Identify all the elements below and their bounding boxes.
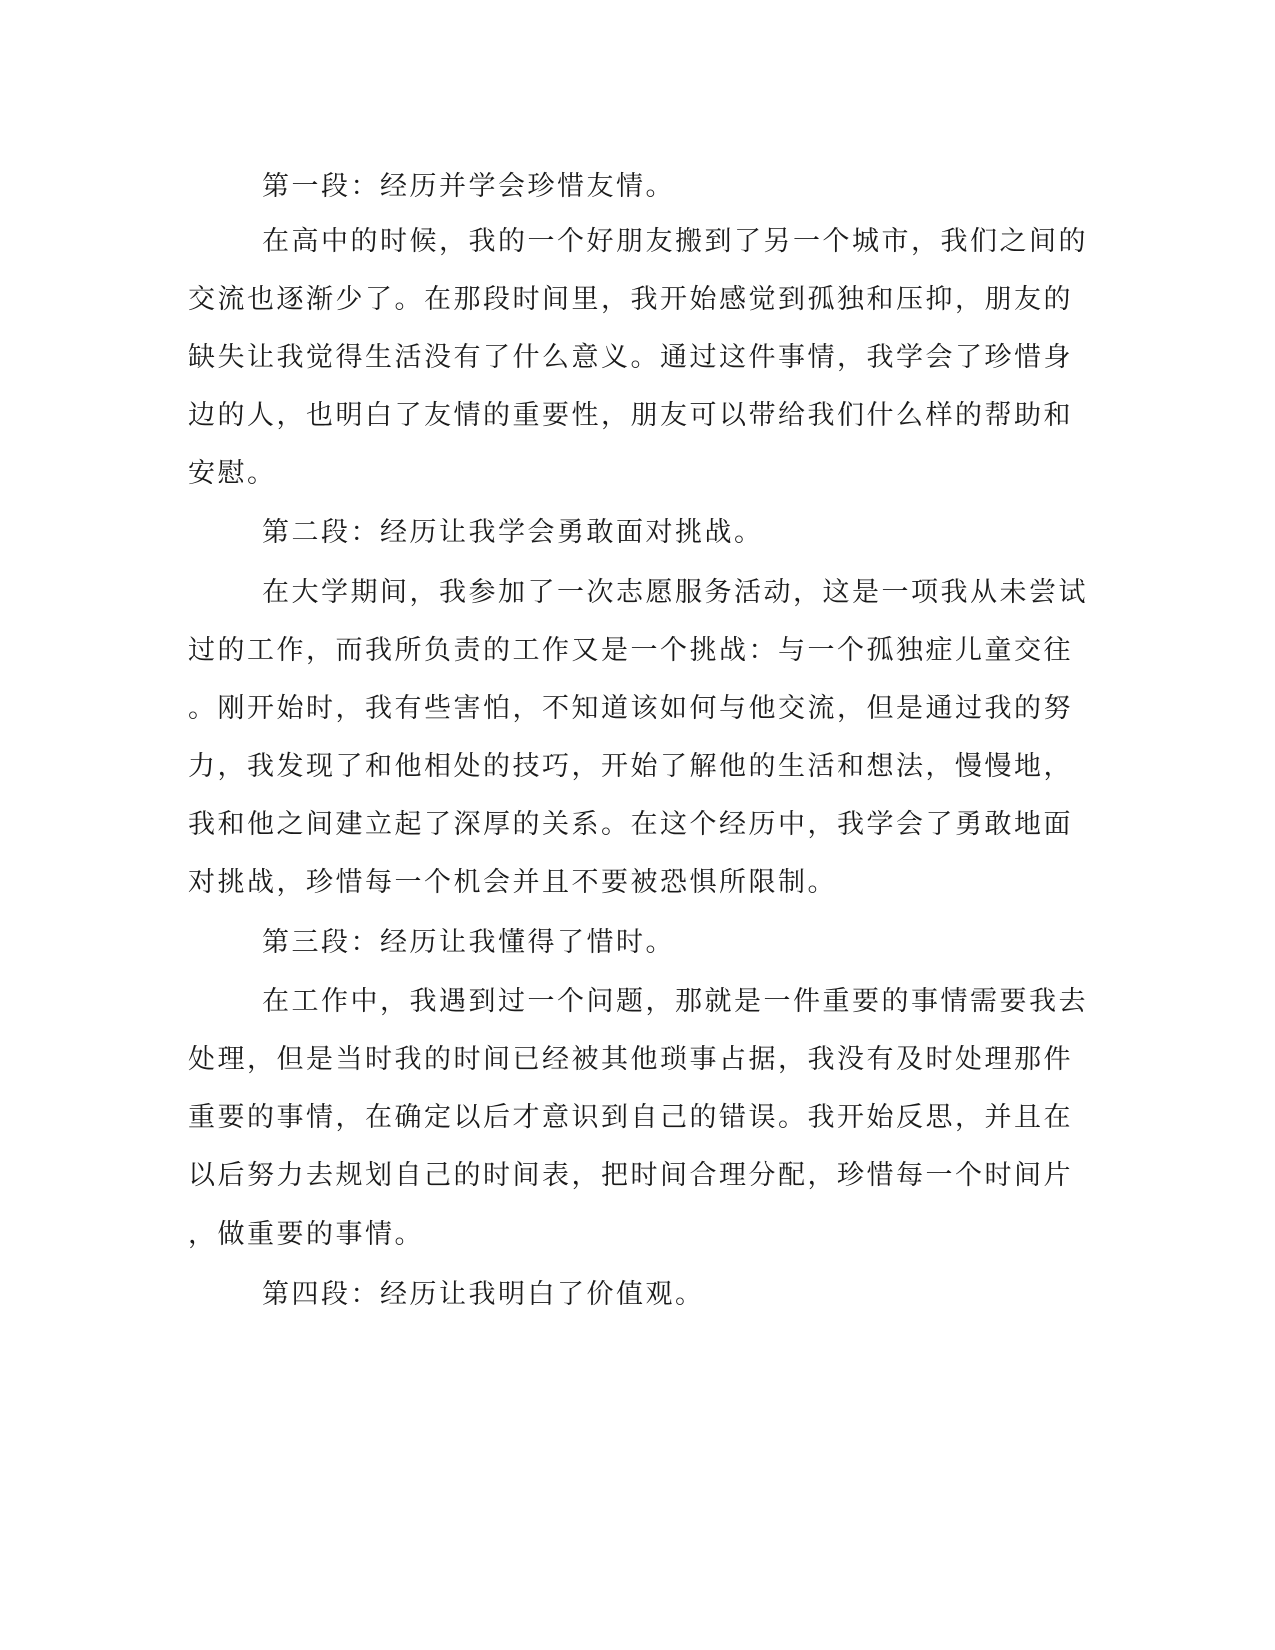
paragraph-line: 在大学期间，我参加了一次志愿服务活动，这是一项我从未尝试 bbox=[262, 577, 1088, 608]
heading-section-3: 第三段：经历让我懂得了惜时。 bbox=[262, 927, 675, 958]
paragraph-line: 以后努力去规划自己的时间表，把时间合理分配，珍惜每一个时间片 bbox=[188, 1160, 1073, 1191]
paragraph-line: 重要的事情，在确定以后才意识到自己的错误。我开始反思，并且在 bbox=[188, 1102, 1073, 1133]
heading-section-2: 第二段：经历让我学会勇敢面对挑战。 bbox=[262, 517, 764, 548]
paragraph-line: 缺失让我觉得生活没有了什么意义。通过这件事情，我学会了珍惜身 bbox=[188, 342, 1073, 373]
heading-section-4: 第四段：经历让我明白了价值观。 bbox=[262, 1279, 705, 1310]
paragraph-line: 对挑战，珍惜每一个机会并且不要被恐惧所限制。 bbox=[188, 867, 837, 898]
paragraph-line: 过的工作，而我所负责的工作又是一个挑战：与一个孤独症儿童交往 bbox=[188, 635, 1073, 666]
paragraph-line: 在高中的时候，我的一个好朋友搬到了另一个城市，我们之间的 bbox=[262, 226, 1088, 257]
paragraph-line: 安慰。 bbox=[188, 458, 277, 489]
paragraph-line: 。刚开始时，我有些害怕，不知道该如何与他交流，但是通过我的努 bbox=[188, 693, 1073, 724]
paragraph-line: 边的人，也明白了友情的重要性，朋友可以带给我们什么样的帮助和 bbox=[188, 400, 1073, 431]
paragraph-line: 处理，但是当时我的时间已经被其他琐事占据，我没有及时处理那件 bbox=[188, 1044, 1073, 1075]
paragraph-line: 在工作中，我遇到过一个问题，那就是一件重要的事情需要我去 bbox=[262, 986, 1088, 1017]
paragraph-line: ，做重要的事情。 bbox=[188, 1219, 424, 1250]
paragraph-line: 力，我发现了和他相处的技巧，开始了解他的生活和想法，慢慢地， bbox=[188, 751, 1073, 782]
paragraph-line: 我和他之间建立起了深厚的关系。在这个经历中，我学会了勇敢地面 bbox=[188, 809, 1073, 840]
paragraph-line: 交流也逐渐少了。在那段时间里，我开始感觉到孤独和压抑，朋友的 bbox=[188, 284, 1073, 315]
heading-section-1: 第一段：经历并学会珍惜友情。 bbox=[262, 171, 675, 202]
